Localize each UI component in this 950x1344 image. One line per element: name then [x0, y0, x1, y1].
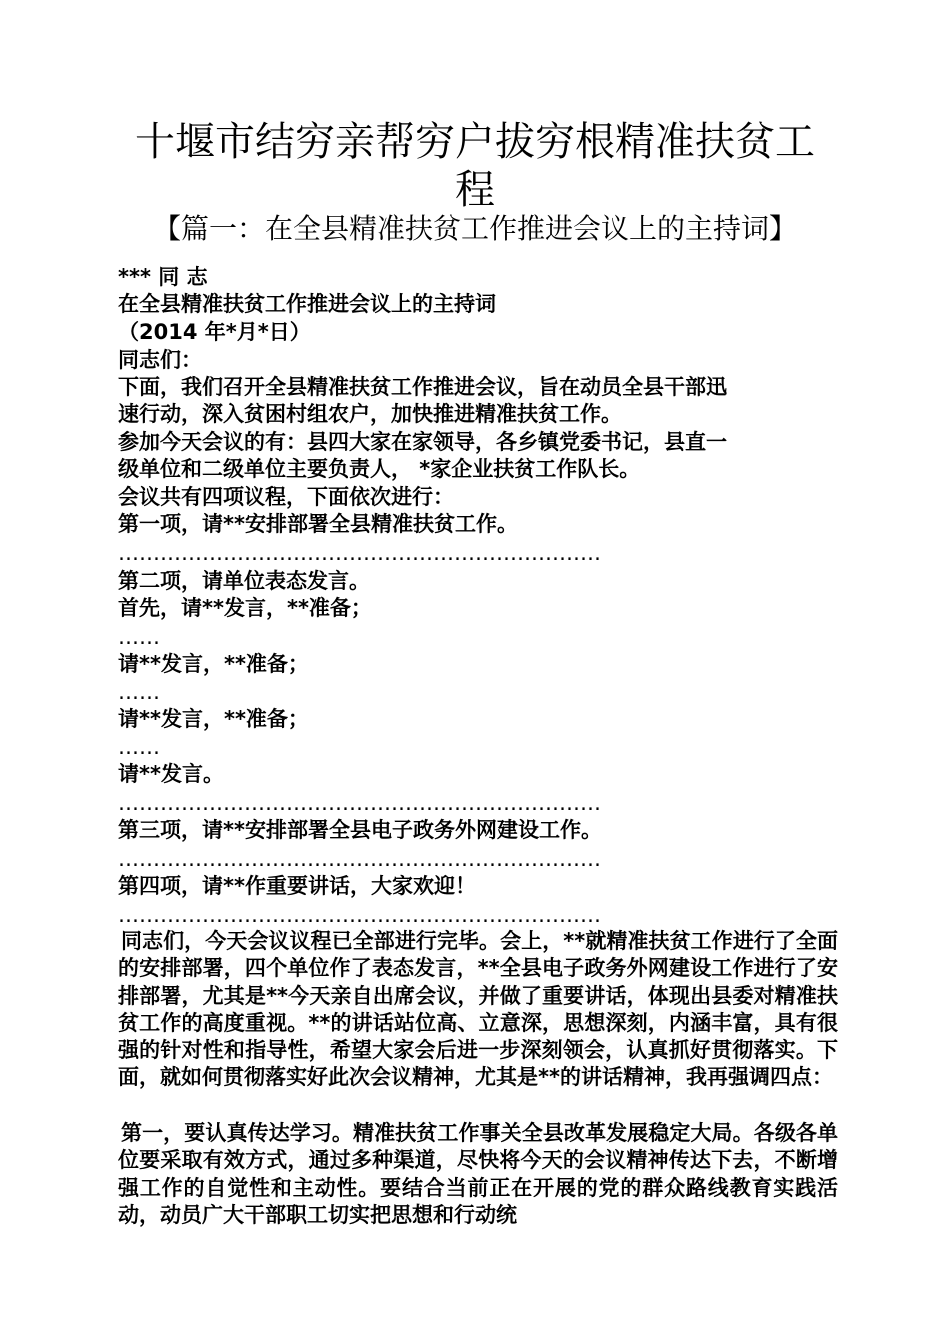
dotted-separator: ……………………………………………………………	[118, 541, 601, 565]
text-line: 请**发言，**准备；	[118, 652, 309, 676]
agenda-item-4: 第四项，请**作重要讲话，大家欢迎！	[118, 874, 476, 898]
ellipsis-line: ……	[118, 735, 160, 759]
ellipsis-line: ……	[118, 625, 160, 649]
text-line: 参加今天会议的有：县四大家在家领导，各乡镇党委书记，县直一	[118, 430, 727, 454]
closing-paragraph: 同志们，今天会议议程已全部进行完毕。会上，**就精准扶贫工作进行了全面的安排部署，四个单位作了表态发言，**全县电子政务外网建设工作进行了安排部署，尤其是**今天亲自出席会议，并做了重要讲话，体现出县委对精准扶贫工作的高度重视。**的讲话站位高、立意深，思想深刻，内涵丰富，具有很强的针对性和指导性，希望大家会后进一步深刻领会，认真抓好贯彻落实。下面，就如何贯彻落实好此次会议精神，尤其是**的讲话精神，我再强调四点：	[118, 929, 838, 1090]
agenda-item-1: 第一项，请**安排部署全县精准扶贫工作。	[118, 512, 518, 536]
document-title-line-2: 程	[455, 167, 495, 213]
text-line: 请**发言，**准备；	[118, 707, 309, 731]
agenda-item-3: 第三项，请**安排部署全县电子政务外网建设工作。	[118, 818, 602, 842]
agenda-item-2: 第二项，请单位表态发言。	[118, 569, 370, 593]
greeting-line: 同志们：	[118, 348, 202, 372]
text-line: 下面，我们召开全县精准扶贫工作推进会议，旨在动员全县干部迅	[118, 375, 727, 399]
ellipsis-line: ……	[118, 680, 160, 704]
addressee-line: *** 同 志	[118, 265, 208, 289]
dotted-separator: ……………………………………………………………	[118, 847, 601, 871]
dotted-separator: ……………………………………………………………	[118, 791, 601, 815]
first-point-paragraph: 第一，要认真传达学习。精准扶贫工作事关全县改革发展稳定大局。各级各单位要采取有效方式，通过多种渠道，尽快将今天的会议精神传达下去，不断增强工作的自觉性和主动性。要结合当前正在开展的党的群众路线教育实践活动，动员广大干部职工切实把思想和行动统	[118, 1121, 838, 1227]
text-line: 级单位和二级单位主要负责人， *家企业扶贫工作队长。	[118, 457, 641, 481]
speech-title-line: 在全县精准扶贫工作推进会议上的主持词	[118, 292, 496, 316]
document-title-line-1: 十堰市结穷亲帮穷户拔穷根精准扶贫工	[135, 119, 815, 165]
text-line: 请**发言。	[118, 762, 224, 786]
date-line: （2014 年*月*日）	[118, 320, 311, 344]
document-subtitle: 【篇一：在全县精准扶贫工作推进会议上的主持词】	[152, 212, 797, 245]
text-line: 首先，请**发言，**准备；	[118, 596, 372, 620]
dotted-separator: ……………………………………………………………	[118, 903, 601, 927]
text-line: 会议共有四项议程，下面依次进行：	[118, 485, 454, 509]
text-line: 速行动，深入贫困村组农户，加快推进精准扶贫工作。	[118, 402, 622, 426]
